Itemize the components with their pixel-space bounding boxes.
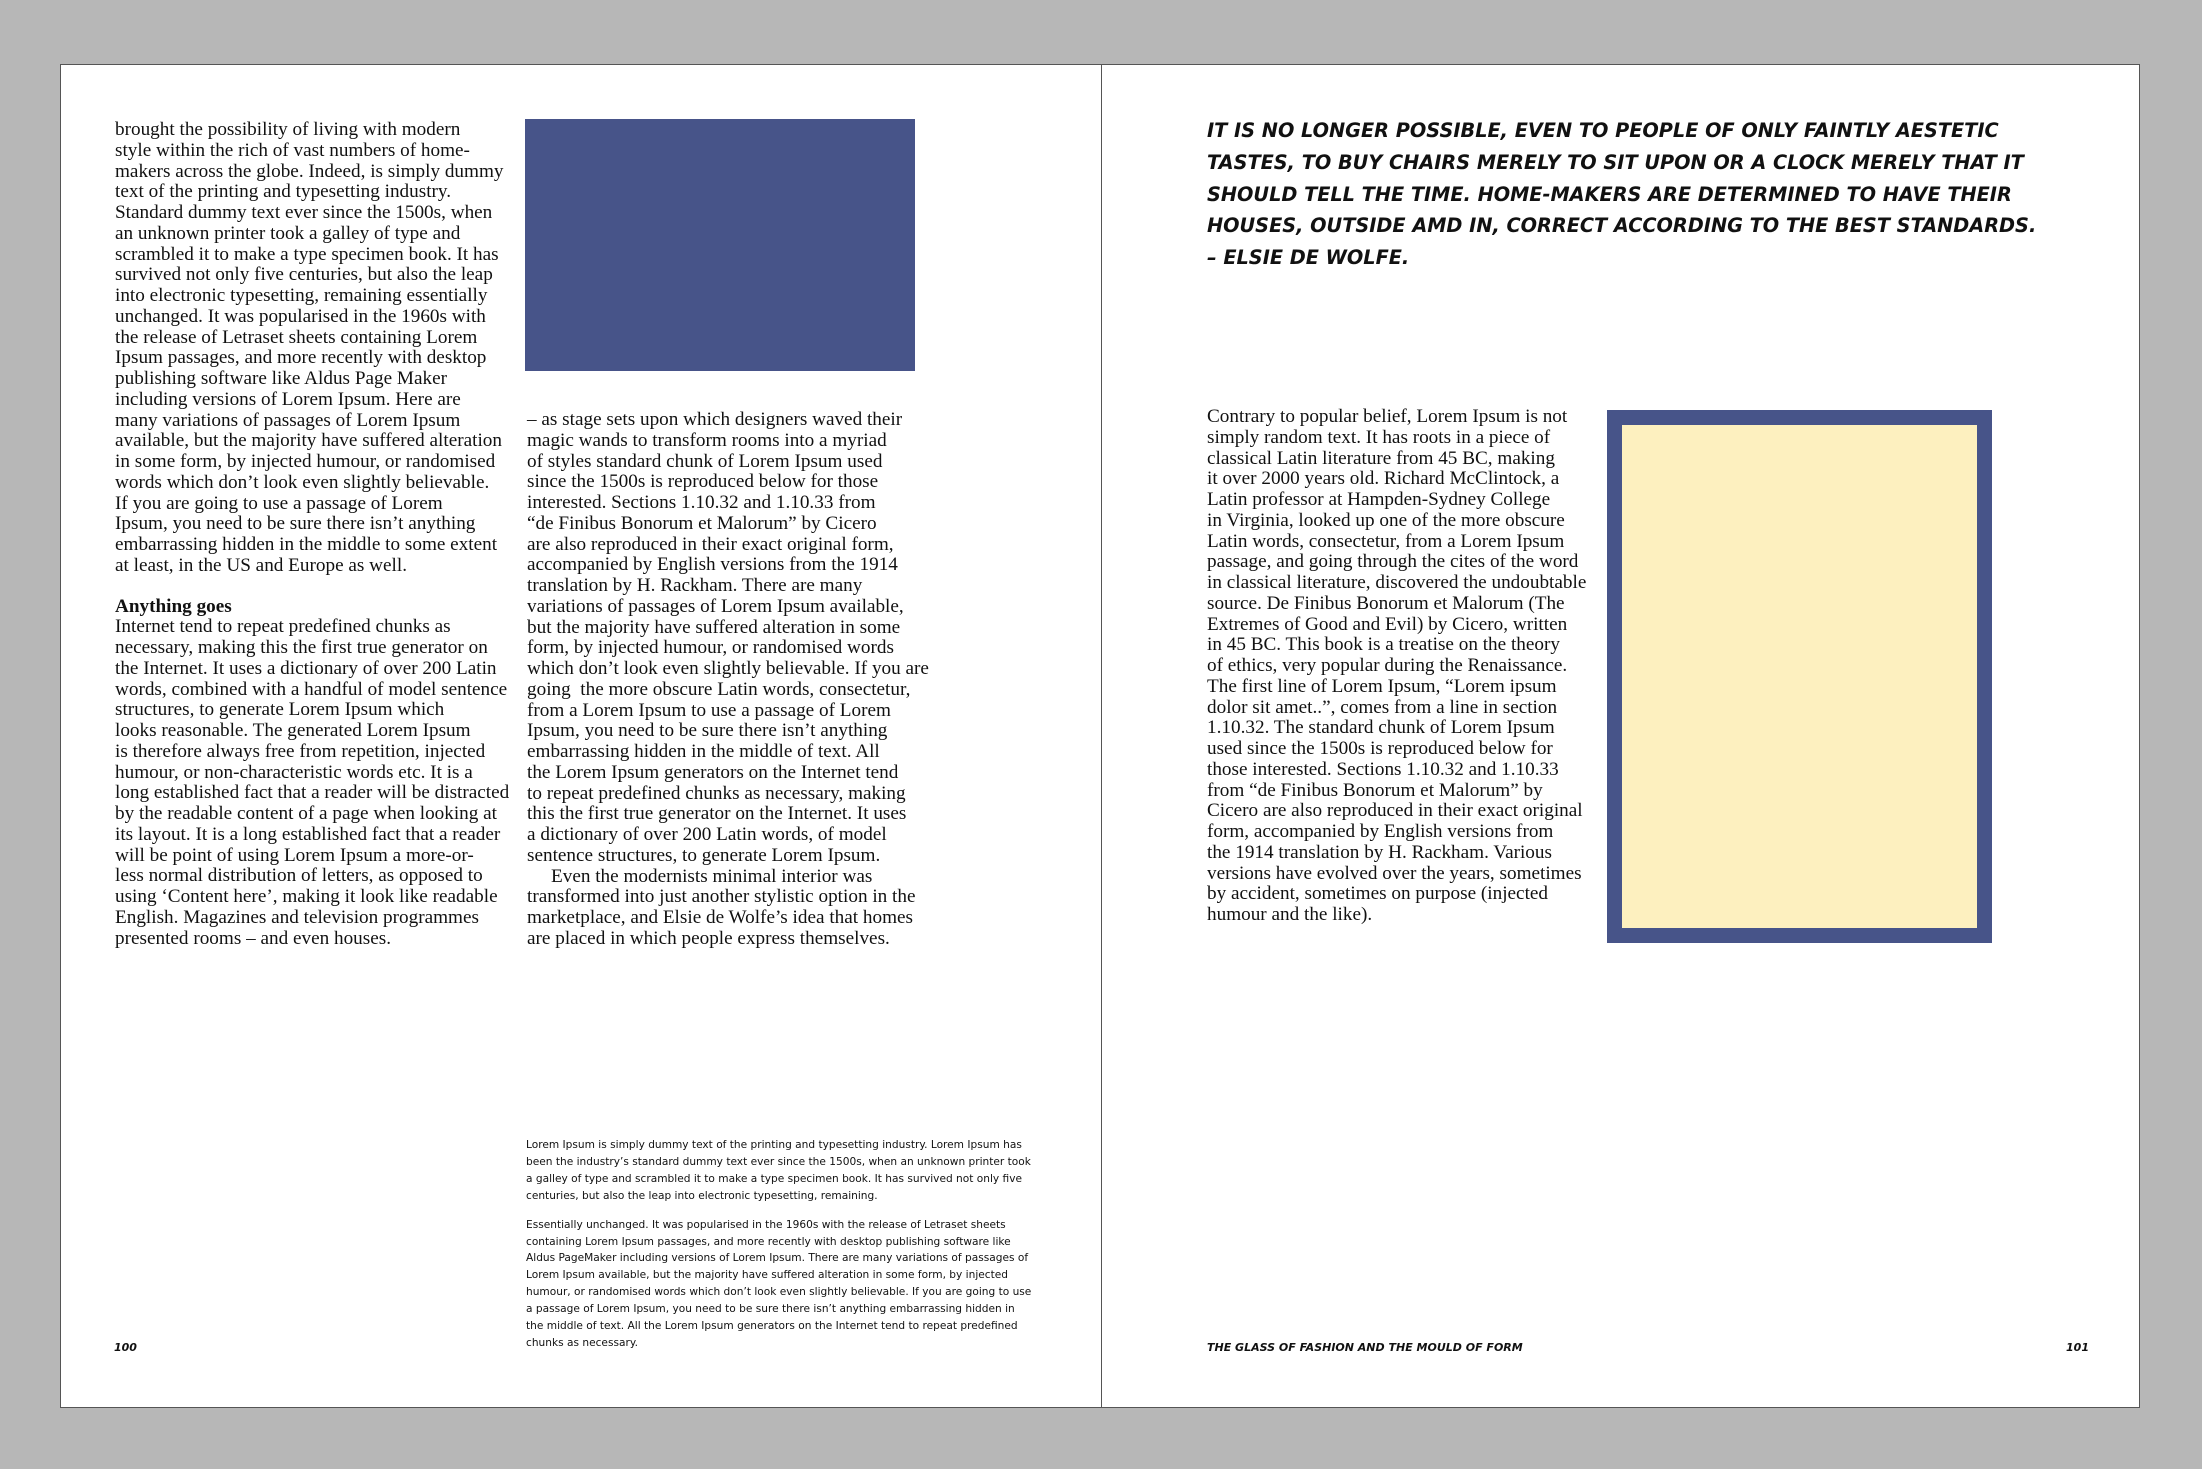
pull-quote: IT IS NO LONGER POSSIBLE, EVEN TO PEOPLE OF ONLY FAINTLY AESTETIC TASTES, TO BUY CHAIRS MERELY TO SIT UPON OR A CLOCK MERELY THAT IT SHOULD TELL THE TIME. HOME-MAKERS ARE DETERMINED TO HAVE THEIR HOUSES, OUTSIDE AMD IN, CORRECT ACCORDING TO THE BEST STANDARDS. – ELSIE DE WOLFE.	[1207, 119, 2037, 270]
running-title: THE GLASS OF FASHION AND THE MOULD OF FORM	[1207, 1341, 1523, 1354]
footnotes	[526, 1137, 1086, 1352]
body-paragraph: Internet tend to repeat predefined chunks as necessary, making this the first true generator on the Internet. It uses a dictionary of over 200 Latin words, combined with a handful of model sentence structures, to generate Lorem Ipsum which looks reasonable. The generated Lorem Ipsum is therefore always free from repetition, injected humour, or non-characteristic words etc. It is a long established fact that a reader will be distracted by the readable content of a page when looking at its layout. It is a long established fact that a reader will be point of using Lorem Ipsum a more-or- less normal distribution of letters, as opposed to using ‘Content here’, making it look like readable English. Magazines and television programmes presented rooms – and even houses.	[115, 616, 510, 949]
body-paragraph: Contrary to popular belief, Lorem Ipsum is not simply random text. It has roots in a piece of classical Latin literature from 45 BC, making it over 2000 years old. Richard McClintock, a Latin professor at Hampden-Sydney College in Virginia, looked up one of the more obscure Latin words, consectetur, from a Lorem Ipsum passage, and going through the cites of the word in classical literature, discovered the undoubtable source. De Finibus Bonorum et Malorum (The Extremes of Good and Evil) by Cicero, written in 45 BC. This book is a treatise on the theory of ethics, very popular during the Renaissance. The first line of Lorem Ipsum, “Lorem ipsum dolor sit amet..”, comes from a line in section 1.10.32. The standard chunk of Lorem Ipsum used since the 1500s is reproduced below for those interested. Sections 1.10.32 and 1.10.33 from “de Finibus Bonorum et Malorum” by Cicero are also reproduced in their exact original form, accompanied by English versions from the 1914 translation by H. Rackham. Various versions have evolved over the years, sometimes by accident, sometimes on purpose (injected humour and the like).	[1207, 406, 1587, 925]
placeholder-image-fill	[1622, 425, 1977, 928]
book-spread	[60, 64, 2140, 1408]
left-column-2	[527, 410, 947, 950]
page-number-left: 100	[114, 1341, 137, 1354]
body-paragraph: Even the modernists minimal interior was transformed into just another stylistic option in the marketplace, and Elsie de Wolfe’s idea that homes are placed in which people express themselves.	[527, 865, 916, 949]
footnote: Essentially unchanged. It was popularised in the 1960s with the release of Letraset sheets containing Lorem Ipsum passages, and more recently with desktop publishing software like Aldus PageMaker including versions of Lorem Ipsum. There are many variations of passages of Lorem Ipsum available, but the majority have suffered alteration in some form, by injected humour, or randomised words which don’t look even slightly believable. If you are going to use a passage of Lorem Ipsum, you need to be sure there isn’t anything embarrassing hidden in the middle of text. All the Lorem Ipsum generators on the Internet tend to repeat predefined chunks as necessary.	[526, 1218, 1032, 1349]
page-number-right: 101	[2066, 1341, 2089, 1354]
right-column	[1207, 407, 1587, 926]
page-gutter	[1101, 65, 1102, 1407]
body-paragraph: brought the possibility of living with modern style within the rich of vast numbers of home- makers across the globe. Indeed, is simply dummy text of the printing and typesetting industry. Standard dummy text ever since the 1500s, when an unknown printer took a galley of type and scrambled it to make a type specimen book. It has survived not only five centuries, but also the leap into electronic typesetting, remaining essentially unchanged. It was popularised in the 1960s with the release of Letraset sheets containing Lorem Ipsum passages, and more recently with desktop publishing software like Aldus Page Maker including versions of Lorem Ipsum. Here are many variations of passages of Lorem Ipsum available, but the majority have suffered alteration in some form, by injected humour, or randomised words which don’t look even slightly believable. If you are going to use a passage of Lorem Ipsum, you need to be sure there isn’t anything embarrassing hidden in the middle to some extent at least, in the US and Europe as well.	[115, 119, 504, 576]
placeholder-image-framed	[1607, 410, 1992, 943]
body-paragraph: – as stage sets upon which designers waved their magic wands to transform rooms into a myriad of styles standard chunk of Lorem Ipsum used since the 1500s is reproduced below for those interested. Sections 1.10.32 and 1.10.33 from “de Finibus Bonorum et Malorum” by Cicero are also reproduced in their exact original form, accompanied by English versions from the 1914 translation by H. Rackham. There are many variations of passages of Lorem Ipsum available, but the majority have suffered alteration in some form, by injected humour, or randomised words which don’t look even slightly believable. If you are going the more obscure Latin words, consectetur, from a Lorem Ipsum to use a passage of Lorem Ipsum, you need to be sure there isn’t anything embarrassing hidden in the middle of text. All the Lorem Ipsum generators on the Internet tend to repeat predefined chunks as necessary, making this the first true generator on the Internet. It uses a dictionary of over 200 Latin words, of model sentence structures, to generate Lorem Ipsum.	[527, 409, 929, 866]
placeholder-image-blue	[525, 119, 915, 371]
section-heading: Anything goes	[115, 595, 232, 617]
left-column-1	[115, 120, 515, 949]
footnote: Lorem Ipsum is simply dummy text of the printing and typesetting industry. Lorem Ipsum has been the industry’s standard dummy text ever since the 1500s, when an unknown printer took a galley of type and scrambled it to make a type specimen book. It has survived not only five centuries, but also the leap into electronic typesetting, remaining.	[526, 1139, 1031, 1202]
